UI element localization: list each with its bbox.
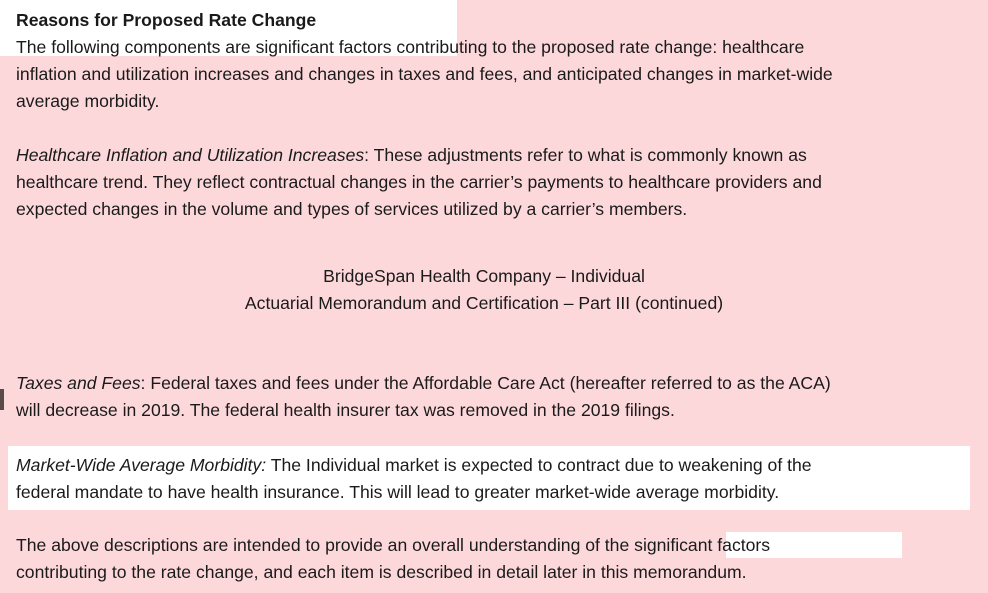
taxes-line	[16, 370, 976, 397]
page-header-line-2: Actuarial Memorandum and Certification – Part III (continued)	[244, 293, 724, 313]
page-header-line-1: BridgeSpan Health Company – Individual	[323, 266, 645, 286]
taxes-line: will decrease in 2019. The federal health insurer tax was removed in the 2019 filings.	[16, 400, 675, 420]
taxes-heading: Taxes and Fees	[16, 373, 141, 393]
margin-marker	[0, 389, 4, 410]
conclusion-line: contributing to the rate change, and each item is described in detail later in this memorandum.	[16, 562, 747, 582]
intro-line: The following components are significant factors contributing to the proposed rate change: healthcare	[16, 37, 805, 57]
morbidity-heading: Market-Wide Average Morbidity:	[16, 455, 267, 475]
inflation-heading: Healthcare Inflation and Utilization Increases	[16, 145, 365, 165]
morbidity-line	[16, 452, 976, 479]
inflation-line	[16, 142, 976, 169]
inflation-line: expected changes in the volume and types of services utilized by a carrier’s members.	[16, 199, 688, 219]
inflation-line1-text: : These adjustments refer to what is commonly known as	[364, 145, 807, 165]
conclusion-line: The above descriptions are intended to provide an overall understanding of the significant factors	[16, 535, 771, 555]
taxes-paragraph	[16, 370, 976, 424]
morbidity-line: federal mandate to have health insurance. This will lead to greater market-wide average morbidity.	[16, 482, 780, 502]
inflation-line: healthcare trend. They reflect contractual changes in the carrier’s payments to healthcare providers and	[16, 172, 822, 192]
inflation-paragraph	[16, 142, 976, 223]
conclusion-paragraph	[16, 532, 976, 586]
intro-line: inflation and utilization increases and changes in taxes and fees, and anticipated changes in market-wide	[16, 64, 833, 84]
taxes-line1-text: : Federal taxes and fees under the Affordable Care Act (hereafter referred to as the ACA)	[140, 373, 831, 393]
morbidity-line1-text: The Individual market is expected to contract due to weakening of the	[266, 455, 812, 475]
section-title: Reasons for Proposed Rate Change	[16, 10, 317, 30]
morbidity-paragraph	[16, 452, 976, 506]
intro-paragraph	[16, 34, 976, 115]
intro-line: average morbidity.	[16, 91, 160, 111]
